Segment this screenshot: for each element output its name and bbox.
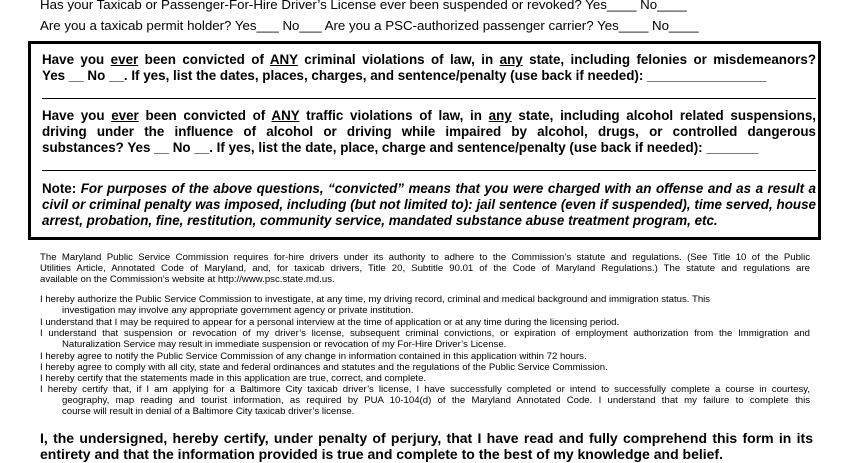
criminal-answer-line: Yes __ No __. If yes, list the dates, places, charges, and sentence/penalty (use back if needed): ________________ — [42, 68, 767, 83]
traffic-answer-line: substances? Yes __ No __. If yes, list the date, place, charge and sentence/penalty (use back if needed): _______ — [42, 140, 759, 155]
notify-statement: I hereby agree to notify the Public Service Commission of any change in information contained in this application within 72 hours. — [40, 351, 587, 362]
baltimore-statement-end: course will result in denial of a Baltimore City taxicab driver’s license. — [62, 406, 355, 417]
baltimore-statement: I hereby certify that, if I am applying for a Baltimore City taxicab driver’s license, I have successfully completed or intend to successfully complete a course in courtesy, — [40, 384, 810, 395]
certify-statement: I hereby certify that the statements made in this application are true, correct, and complete. — [40, 373, 427, 384]
suspension-statement: I understand that suspension or revocation of my driver’s license, subsequent criminal convictions, or expiration of employment authorization from the Immigration and — [40, 328, 810, 339]
certification-line1: I, the undersigned, hereby certify, under penalty of perjury, that I have read and fully comprehend this form in its — [40, 430, 813, 446]
certification-line2: entirety and that the information provided is true and complete to the best of my knowledge and belief. — [40, 446, 723, 462]
psc-info-line2: Utilities Article, Annotated Code of Maryland, and, for taxicab drivers, Title 20, Subtitle 90.01 of the Code of Maryland Regulations.) The statute and regulations are — [40, 263, 810, 274]
suspension-statement-cont: Naturalization Service may result in immediate suspension or revocation of my For-Hire Driver’s License. — [62, 339, 507, 350]
note-line3: arrest, probation, fine, restitution, community service, mandated substance abuse treatment program, etc. — [42, 213, 718, 228]
psc-info-line1: The Maryland Public Service Commission requires for-hire drivers under its authority to adhere to the Commission’s statute and regulations. (See Title 10 of the Public — [40, 252, 810, 263]
authorize-statement: I hereby authorize the Public Service Commission to investigate, at any time, my driving record, criminal and medical background and immigration status. This — [40, 294, 711, 305]
baltimore-statement-cont: geography, map reading and tourist information, as required by PUA 10-104(d) of the Maryland Annotated Code. I understand that my failure to complete this — [62, 395, 810, 406]
note-line1: Note: For purposes of the above questions, “convicted” means that you were charged with an offense and as a result a — [42, 181, 816, 196]
comply-statement: I hereby agree to comply with all city, state and federal ordinances and statutes and the regulations of the Public Service Commission. — [40, 362, 608, 373]
traffic-blank-line — [42, 170, 816, 171]
permit-holder-question: Are you a taxicab permit holder? Yes___ No___ Are you a PSC-authorized passenger carrier? Yes____ No____ — [40, 18, 699, 33]
authorize-statement-cont: investigation may involve any appropriate government agency or private institution. — [62, 305, 414, 316]
interview-statement: I understand that I may be required to appear for a personal interview at the time of application or at any time during the licensing period. — [40, 317, 620, 328]
psc-info-line3: available on the Commission’s website at http://www.psc.state.md.us. — [40, 274, 335, 285]
note-label: Note: — [42, 181, 77, 196]
criminal-blank-line — [42, 98, 816, 99]
convictions-box — [28, 41, 821, 240]
suspended-question: Has your Taxicab or Passenger-For-Hire Driver’s License ever been suspended or revoked? Yes____ No____ — [40, 0, 687, 12]
traffic-question-line2: driving under the influence of alcohol or driving while impaired by alcohol, drugs, or controlled dangerous — [42, 124, 816, 139]
note-line2: civil or criminal penalty was imposed, including (but not limited to): jail sentence (even if suspended), time served, house — [42, 197, 816, 212]
criminal-question: Have you ever been convicted of ANY criminal violations of law, in any state, including felonies or misdemeanors? — [42, 52, 816, 67]
traffic-question: Have you ever been convicted of ANY traffic violations of law, in any state, including alcohol related suspensions, — [42, 108, 817, 123]
